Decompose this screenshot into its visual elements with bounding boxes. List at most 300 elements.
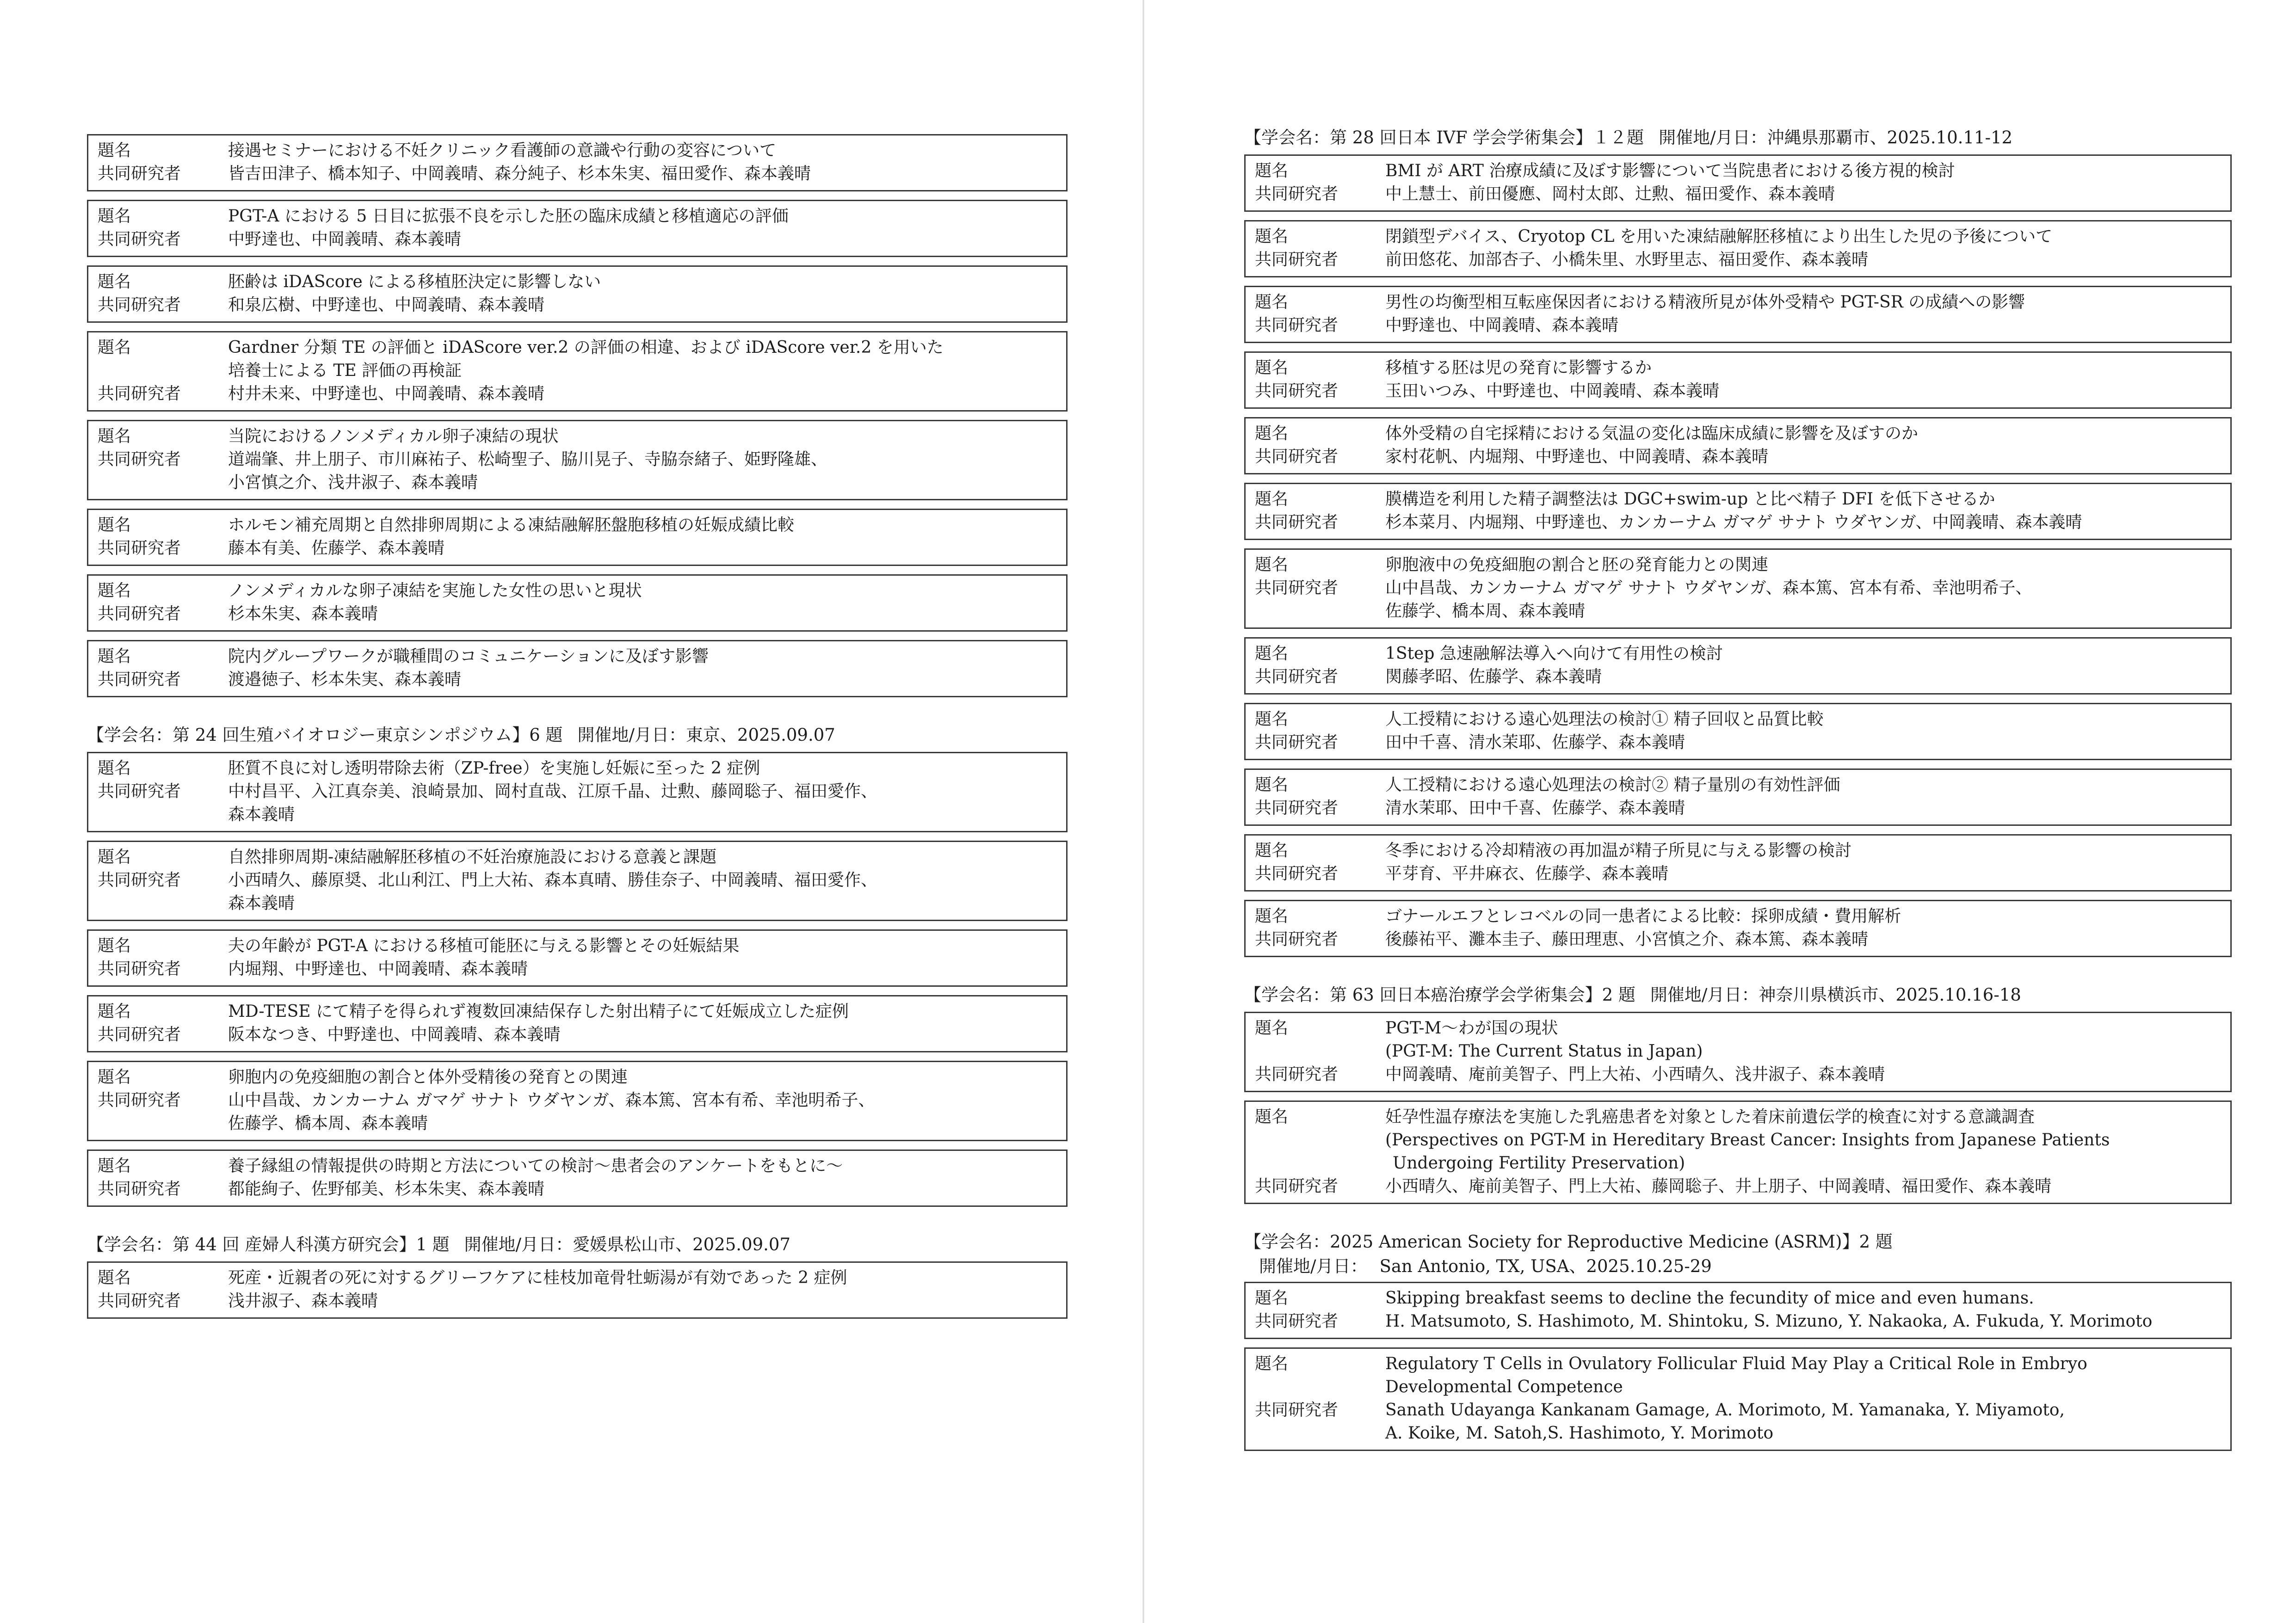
title-text (1385, 839, 2221, 862)
coauthors-text-line: 清水茉耶、田中千喜、佐藤学、森本義晴 (1385, 799, 1685, 818)
coauthors-row (98, 228, 1057, 251)
coauthors-label: 共同研究者 (1255, 799, 1339, 818)
title-text (1385, 708, 2221, 731)
coauthors-text (1385, 511, 2221, 534)
coauthors-label: 共同研究者 (98, 604, 181, 623)
coauthors-label: 共同研究者 (1255, 381, 1339, 400)
presentation-entry (1244, 286, 2232, 343)
title-text (228, 846, 1057, 869)
coauthors-text (1385, 248, 2221, 271)
presentation-entry (87, 841, 1068, 921)
coauthors-row (98, 1089, 1057, 1135)
title-label: 題名 (1255, 358, 1289, 377)
coauthors-label: 共同研究者 (98, 1180, 181, 1199)
title-label: 題名 (1255, 490, 1289, 509)
title-label: 題名 (1255, 293, 1289, 312)
title-text (1385, 1352, 2221, 1399)
title-row (1255, 357, 2221, 380)
coauthors-text-line: 田中千喜、清水茉耶、佐藤学、森本義晴 (1385, 733, 1685, 752)
coauthors-row (98, 294, 1057, 317)
coauthors-text-line: 中野達也、中岡義晴、森本義晴 (228, 230, 462, 249)
presentation-entry (1244, 834, 2232, 891)
conference-name: 【学会名：第 24 回生殖バイオロジー東京シンポジウム】6 題 (87, 725, 563, 745)
coauthors-text (1385, 1310, 2221, 1333)
title-label: 題名 (1255, 227, 1289, 246)
presentation-entry (1244, 483, 2232, 540)
coauthors-text (228, 780, 1057, 826)
coauthors-text-line: 佐藤学、橋本周、森本義晴 (228, 1114, 428, 1133)
title-row (98, 1155, 1057, 1178)
title-text (228, 1155, 1057, 1178)
title-row (98, 934, 1057, 958)
conference-name: 【学会名：第 44 回 産婦人科漢方研究会】1 題 (87, 1235, 450, 1254)
coauthors-row (1255, 511, 2221, 534)
coauthors-text-line: 藤本有美、佐藤学、森本義晴 (228, 539, 445, 558)
coauthors-text (1385, 731, 2221, 754)
title-row (1255, 488, 2221, 511)
coauthors-text (228, 382, 1057, 406)
title-label: 題名 (1255, 907, 1289, 926)
coauthors-row (98, 1178, 1057, 1201)
title-text (1385, 774, 2221, 797)
title-row (98, 579, 1057, 602)
coauthors-row (1255, 928, 2221, 951)
coauthors-text (1385, 314, 2221, 337)
conference-venue: 開催地/月日：神奈川県横浜市、2025.10.16-18 (1650, 985, 2021, 1005)
title-label: 題名 (1255, 555, 1289, 574)
title-text-line: 冬季における冷却精液の再加温が精子所見に与える影響の検討 (1385, 841, 1852, 860)
presentation-entry (1244, 154, 2232, 212)
coauthors-row (98, 448, 1057, 494)
coauthors-row (98, 668, 1057, 691)
title-row (98, 846, 1057, 869)
coauthors-row (1255, 731, 2221, 754)
title-text (228, 1000, 1057, 1023)
title-text (228, 270, 1057, 294)
title-row (1255, 1352, 2221, 1399)
coauthors-row (1255, 248, 2221, 271)
coauthors-text (1385, 445, 2221, 468)
coauthors-row (1255, 1175, 2221, 1198)
title-label: 題名 (1255, 775, 1289, 794)
coauthors-label: 共同研究者 (1255, 1312, 1339, 1331)
conference-header (87, 723, 1068, 747)
coauthors-label: 共同研究者 (98, 959, 181, 978)
title-label: 題名 (1255, 1107, 1289, 1126)
coauthors-text (228, 294, 1057, 317)
coauthors-label: 共同研究者 (98, 384, 181, 403)
title-label: 題名 (98, 581, 131, 600)
title-text (1385, 357, 2221, 380)
coauthors-label: 共同研究者 (1255, 250, 1339, 269)
title-text (228, 1066, 1057, 1089)
title-text-line: Regulatory T Cells in Ovulatory Follicular Fluid May Play a Critical Role in Embryo (1385, 1354, 2087, 1373)
coauthors-text-line: 中野達也、中岡義晴、森本義晴 (1385, 316, 1619, 335)
presentation-entry (1244, 351, 2232, 409)
coauthors-text (228, 1178, 1057, 1201)
coauthors-text-line: 皆吉田津子、橋本知子、中岡義晴、森分純子、杉本朱実、福田愛作、森本義晴 (228, 164, 811, 183)
coauthors-row (1255, 314, 2221, 337)
presentation-entry (87, 265, 1068, 323)
title-row (1255, 553, 2221, 577)
presentation-entry (1244, 1282, 2232, 1339)
coauthors-label: 共同研究者 (1255, 1401, 1339, 1420)
title-text (228, 139, 1057, 162)
title-label: 題名 (98, 1268, 131, 1287)
coauthors-text-line: 小西晴久、藤原奨、北山利江、門上大祐、森本真晴、勝佳奈子、中岡義晴、福田愛作、 (228, 871, 878, 890)
title-text (228, 205, 1057, 228)
coauthors-row (1255, 577, 2221, 623)
conference-header (87, 1233, 1068, 1257)
title-text-line: 死産・近親者の死に対するグリーフケアに桂枝加竜骨牡蛎湯が有効であった 2 症例 (228, 1268, 847, 1287)
title-row (98, 645, 1057, 668)
coauthors-text-line: 和泉広樹、中野達也、中岡義晴、森本義晴 (228, 295, 545, 314)
conference-venue: 開催地/月日：愛媛県松山市、2025.09.07 (464, 1235, 790, 1254)
coauthors-label: 共同研究者 (98, 230, 181, 249)
coauthors-text (1385, 183, 2221, 206)
coauthors-text-line: 渡邉徳子、杉本朱実、森本義晴 (228, 670, 462, 689)
title-text-line: 人工授精における遠心処理法の検討② 精子量別の有効性評価 (1385, 775, 1840, 794)
presentation-entry (1244, 703, 2232, 760)
coauthors-text-line: 中村昌平、入江真奈美、浪崎景加、岡村直哉、江原千晶、辻勲、藤岡聡子、福田愛作、 (228, 782, 878, 801)
left-column (87, 134, 1068, 1327)
title-label: 題名 (98, 272, 131, 291)
coauthors-label: 共同研究者 (1255, 733, 1339, 752)
title-text-line: (Perspectives on PGT-M in Hereditary Breast Cancer: Insights from Japanese Patients (1385, 1131, 2110, 1150)
title-label: 題名 (98, 1068, 131, 1087)
presentation-entry (1244, 637, 2232, 695)
presentation-entry (87, 420, 1068, 500)
coauthors-row (1255, 797, 2221, 820)
title-text (1385, 642, 2221, 665)
coauthors-text (1385, 1063, 2221, 1086)
title-text-line: 養子縁組の情報提供の時期と方法についての検討～患者会のアンケートをもとに～ (228, 1156, 843, 1175)
coauthors-row (1255, 1063, 2221, 1086)
title-text-line: PGT-M〜わが国の現状 (1385, 1019, 1558, 1038)
title-text-line: PGT-A における 5 日目に拡張不良を示した胚の臨床成績と移植適応の評価 (228, 207, 789, 226)
coauthors-text-line: 阪本なつき、中野達也、中岡義晴、森本義晴 (228, 1025, 561, 1044)
coauthors-text-line: 村井未来、中野達也、中岡義晴、森本義晴 (228, 384, 545, 403)
coauthors-row (1255, 1399, 2221, 1445)
title-text-line: BMI が ART 治療成績に及ぼす影響について当院患者における後方視的検討 (1385, 161, 1955, 180)
title-text-line: 院内グループワークが職種間のコミュニケーションに及ぼす影響 (228, 647, 709, 666)
title-text-line: Undergoing Fertility Preservation) (1393, 1154, 1685, 1173)
coauthors-text (1385, 1175, 2221, 1198)
coauthors-label: 共同研究者 (98, 871, 181, 890)
presentation-entry (87, 509, 1068, 566)
title-row (98, 1000, 1057, 1023)
title-text-line: (PGT-M: The Current Status in Japan) (1385, 1042, 1703, 1061)
presentation-entry (87, 752, 1068, 832)
coauthors-text-line: 森本義晴 (228, 894, 295, 913)
coauthors-row (1255, 1310, 2221, 1333)
title-text-line: ゴナールエフとレコベルの同一患者による比較：採卵成績・費用解析 (1385, 907, 1901, 926)
coauthors-text-line: H. Matsumoto, S. Hashimoto, M. Shintoku, S. Mizuno, Y. Nakaoka, A. Fukuda, Y. Morimoto (1385, 1312, 2153, 1331)
presentation-entry (87, 1261, 1068, 1319)
coauthors-text (1385, 380, 2221, 403)
title-text (228, 514, 1057, 537)
coauthors-text-line: 小西晴久、庵前美智子、門上大祐、藤岡聡子、井上朋子、中岡義晴、福田愛作、森本義晴 (1385, 1177, 2052, 1196)
presentation-entry (1244, 1347, 2232, 1451)
coauthors-label: 共同研究者 (98, 1291, 181, 1310)
coauthors-row (98, 602, 1057, 626)
conference-header (1244, 983, 2232, 1007)
coauthors-row (98, 1290, 1057, 1313)
title-row (1255, 1287, 2221, 1310)
title-row (1255, 291, 2221, 314)
title-text-line: 1Step 急速融解法導入へ向けて有用性の検討 (1385, 644, 1723, 663)
presentation-entry (87, 200, 1068, 257)
coauthors-text-line: 山中昌哉、カンカーナム ガマゲ サナト ウダヤンガ、森本篤、宮本有希、幸池明希子、 (228, 1091, 875, 1110)
title-row (98, 336, 1057, 382)
title-row (1255, 839, 2221, 862)
coauthors-text (1385, 665, 2221, 689)
coauthors-text-line: 家村花帆、内堀翔、中野達也、中岡義晴、森本義晴 (1385, 447, 1769, 466)
title-row (98, 205, 1057, 228)
title-label: 題名 (98, 207, 131, 226)
presentation-entry (1244, 1100, 2232, 1204)
title-row (1255, 774, 2221, 797)
title-text-line: Gardner 分類 TE の評価と iDAScore ver.2 の評価の相違、および iDAScore ver.2 を用いた (228, 338, 944, 357)
title-text (1385, 422, 2221, 445)
title-row (1255, 225, 2221, 248)
title-text-line: Skipping breakfast seems to decline the fecundity of mice and even humans. (1385, 1289, 2034, 1308)
coauthors-text (228, 162, 1057, 185)
title-text-line: 自然排卵周期-凍結融解胚移植の不妊治療施設における意義と課題 (228, 848, 717, 867)
conference-venue: 開催地/月日：東京、2025.09.07 (577, 725, 835, 745)
title-text-line: 胚齢は iDAScore による移植胚決定に影響しない (228, 272, 601, 291)
title-text-line: 培養士による TE 評価の再検証 (228, 361, 462, 380)
coauthors-label: 共同研究者 (98, 539, 181, 558)
presentation-entry (87, 1150, 1068, 1207)
title-row (1255, 1017, 2221, 1063)
title-text (1385, 905, 2221, 928)
title-text (1385, 488, 2221, 511)
coauthors-label: 共同研究者 (1255, 1177, 1339, 1196)
title-row (98, 1266, 1057, 1290)
title-text (228, 579, 1057, 602)
conference-header (1244, 1230, 2232, 1254)
coauthors-label: 共同研究者 (1255, 1065, 1339, 1084)
coauthors-text (1385, 928, 2221, 951)
presentation-entry (1244, 220, 2232, 277)
coauthors-text-line: 玉田いつみ、中野達也、中岡義晴、森本義晴 (1385, 381, 1720, 400)
presentation-entry (1244, 768, 2232, 826)
coauthors-text (228, 869, 1057, 915)
coauthors-text (228, 448, 1057, 494)
coauthors-text (1385, 797, 2221, 820)
coauthors-row (1255, 665, 2221, 689)
coauthors-label: 共同研究者 (1255, 184, 1339, 203)
title-label: 題名 (1255, 424, 1289, 443)
coauthors-label: 共同研究者 (1255, 316, 1339, 335)
presentation-entry (87, 134, 1068, 191)
conference-name: 【学会名：第 63 回日本癌治療学会学術集会】2 題 (1244, 985, 1636, 1005)
coauthors-row (98, 958, 1057, 981)
presentation-entry (87, 574, 1068, 632)
coauthors-label: 共同研究者 (1255, 447, 1339, 466)
coauthors-text-line: 内堀翔、中野達也、中岡義晴、森本義晴 (228, 959, 528, 978)
title-label: 題名 (98, 936, 131, 955)
title-text-line: 胚質不良に対し透明帯除去術（ZP-free）を実施し妊娠に至った 2 症例 (228, 759, 760, 778)
title-row (1255, 422, 2221, 445)
title-row (1255, 642, 2221, 665)
title-text-line: 人工授精における遠心処理法の検討① 精子回収と品質比較 (1385, 710, 1824, 729)
title-row (98, 139, 1057, 162)
title-text-line: ホルモン補充周期と自然排卵周期による凍結融解胚盤胞移植の妊娠成績比較 (228, 516, 795, 535)
coauthors-row (98, 162, 1057, 185)
conference-name: 【学会名：2025 American Society for Reproductive Medicine (ASRM)】2 題 (1244, 1232, 1893, 1252)
coauthors-text-line: 杉本菜月、内堀翔、中野達也、カンカーナム ガマゲ サナト ウダヤンガ、中岡義晴、森本義晴 (1385, 513, 2082, 532)
coauthors-text-line: 後藤祐平、灘本圭子、藤田理恵、小宮慎之介、森本篤、森本義晴 (1385, 930, 1869, 949)
title-text (228, 336, 1057, 382)
presentation-entry (87, 995, 1068, 1052)
title-text-line: 移植する胚は児の発育に影響するか (1385, 358, 1652, 377)
coauthors-text (1385, 1399, 2221, 1445)
title-row (98, 514, 1057, 537)
coauthors-label: 共同研究者 (98, 782, 181, 801)
coauthors-label: 共同研究者 (98, 1091, 181, 1110)
title-label: 題名 (1255, 1019, 1289, 1038)
title-text (228, 645, 1057, 668)
title-text (1385, 553, 2221, 577)
coauthors-label: 共同研究者 (98, 670, 181, 689)
title-text (1385, 160, 2221, 183)
coauthors-row (98, 780, 1057, 826)
presentation-entry (1244, 900, 2232, 957)
title-text-line: 体外受精の自宅採精における気温の変化は臨床成績に影響を及ぼすのか (1385, 424, 1919, 443)
presentation-entry (87, 1061, 1068, 1141)
title-label: 題名 (98, 848, 131, 867)
coauthors-row (1255, 445, 2221, 468)
presentation-entry (87, 929, 1068, 987)
title-label: 題名 (98, 427, 131, 446)
title-label: 題名 (98, 141, 131, 160)
coauthors-text-line: 小宮慎之介、浅井淑子、森本義晴 (228, 473, 478, 492)
coauthors-row (1255, 862, 2221, 885)
coauthors-label: 共同研究者 (98, 295, 181, 314)
title-text-line: 妊孕性温存療法を実施した乳癌患者を対象とした着床前遺伝学的検査に対する意識調査 (1385, 1107, 2035, 1126)
title-label: 題名 (98, 338, 131, 357)
title-text (1385, 225, 2221, 248)
coauthors-row (98, 869, 1057, 915)
title-label: 題名 (98, 647, 131, 666)
title-text-line: 閉鎖型デバイス、Cryotop CL を用いた凍結融解胚移植により出生した児の予後について (1385, 227, 2053, 246)
coauthors-label: 共同研究者 (98, 450, 181, 469)
title-text-line: 接遇セミナーにおける不妊クリニック看護師の意識や行動の変容について (228, 141, 777, 160)
title-label: 題名 (1255, 841, 1289, 860)
title-text-line: 卵胞内の免疫細胞の割合と体外受精後の発育との関連 (228, 1068, 628, 1087)
conference-venue-line (1244, 1255, 2232, 1278)
coauthors-text-line: 浅井淑子、森本義晴 (228, 1291, 378, 1310)
title-label: 題名 (98, 1002, 131, 1021)
coauthors-label: 共同研究者 (1255, 930, 1339, 949)
title-label: 題名 (98, 1156, 131, 1175)
title-text (1385, 1017, 2221, 1063)
coauthors-text (228, 1089, 1057, 1135)
title-row (98, 757, 1057, 780)
coauthors-text (228, 958, 1057, 981)
presentation-entry (1244, 1012, 2232, 1092)
coauthors-text-line: 杉本朱実、森本義晴 (228, 604, 378, 623)
title-text-line: Developmental Competence (1385, 1377, 1623, 1396)
coauthors-row (1255, 183, 2221, 206)
title-label: 題名 (98, 516, 131, 535)
coauthors-text-line: 山中昌哉、カンカーナム ガマゲ サナト ウダヤンガ、森本篤、宮本有希、幸池明希子、 (1385, 578, 2032, 597)
title-text (228, 757, 1057, 780)
coauthors-text-line: 前田悠花、加部杏子、小橋朱里、水野里志、福田愛作、森本義晴 (1385, 250, 1869, 269)
coauthors-label: 共同研究者 (1255, 864, 1339, 883)
coauthors-label: 共同研究者 (1255, 513, 1339, 532)
coauthors-text (228, 1023, 1057, 1046)
title-row (1255, 160, 2221, 183)
title-text-line: MD-TESE にて精子を得られず複数回凍結保存した射出精子にて妊娠成立した症例 (228, 1002, 849, 1021)
presentation-entry (87, 640, 1068, 697)
coauthors-text-line: 平芽育、平井麻衣、佐藤学、森本義晴 (1385, 864, 1669, 883)
page-fold (1142, 0, 1144, 1623)
coauthors-text-line: 都能絢子、佐野郁美、杉本朱実、森本義晴 (228, 1180, 545, 1199)
conference-name: 【学会名：第 28 回日本 IVF 学会学術集会】１２題 (1244, 128, 1644, 148)
coauthors-text (1385, 862, 2221, 885)
conference-header (1244, 126, 2232, 150)
title-text-line: 男性の均衡型相互転座保因者における精液所見が体外受精や PGT-SR の成績への影響 (1385, 293, 2025, 312)
presentation-entry (1244, 548, 2232, 629)
title-text (1385, 1287, 2221, 1310)
title-text (228, 425, 1057, 448)
title-row (1255, 1106, 2221, 1175)
venue-value: San Antonio, TX, USA、2025.10.25-29 (1379, 1256, 1712, 1276)
venue-label: 開催地/月日： (1259, 1256, 1368, 1276)
title-text-line: 卵胞液中の免疫細胞の割合と胚の発育能力との関連 (1385, 555, 1769, 574)
conference-venue: 開催地/月日：沖縄県那覇市、2025.10.11-12 (1659, 128, 2013, 148)
coauthors-text-line: 中上慧士、前田優應、岡村太郎、辻勲、福田愛作、森本義晴 (1385, 184, 1835, 203)
coauthors-text (228, 228, 1057, 251)
title-row (1255, 708, 2221, 731)
coauthors-row (98, 382, 1057, 406)
coauthors-text (1385, 577, 2221, 623)
coauthors-text (228, 602, 1057, 626)
presentation-entry (87, 331, 1068, 412)
coauthors-text-line: 佐藤学、橋本周、森本義晴 (1385, 602, 1586, 621)
coauthors-label: 共同研究者 (1255, 578, 1339, 597)
coauthors-text-line: 道端肇、井上朋子、市川麻祐子、松崎聖子、脇川晃子、寺脇奈緒子、姫野隆雄、 (228, 450, 828, 469)
title-text (1385, 1106, 2221, 1175)
title-text-line: 膜構造を利用した精子調整法は DGC+swim-up と比べ精子 DFI を低下させるか (1385, 490, 1995, 509)
title-label: 題名 (1255, 710, 1289, 729)
title-label: 題名 (1255, 644, 1289, 663)
title-label: 題名 (1255, 1289, 1289, 1308)
coauthors-text-line: Sanath Udayanga Kankanam Gamage, A. Morimoto, M. Yamanaka, Y. Miyamoto, (1385, 1401, 2065, 1420)
title-text (228, 1266, 1057, 1290)
title-row (98, 425, 1057, 448)
title-text (1385, 291, 2221, 314)
coauthors-text-line: 森本義晴 (228, 805, 295, 824)
coauthors-text (228, 537, 1057, 560)
title-label: 題名 (98, 759, 131, 778)
title-text-line: 当院におけるノンメディカル卵子凍結の現状 (228, 427, 559, 446)
coauthors-text-line: A. Koike, M. Satoh,S. Hashimoto, Y. Morimoto (1385, 1424, 1774, 1443)
coauthors-row (98, 537, 1057, 560)
title-text-line: 夫の年齢が PGT-A における移植可能胚に与える影響とその妊娠結果 (228, 936, 740, 955)
title-row (1255, 905, 2221, 928)
coauthors-text (228, 1290, 1057, 1313)
title-label: 題名 (1255, 1354, 1289, 1373)
coauthors-label: 共同研究者 (98, 1025, 181, 1044)
coauthors-text (228, 668, 1057, 691)
coauthors-label: 共同研究者 (98, 164, 181, 183)
coauthors-row (98, 1023, 1057, 1046)
title-label: 題名 (1255, 161, 1289, 180)
